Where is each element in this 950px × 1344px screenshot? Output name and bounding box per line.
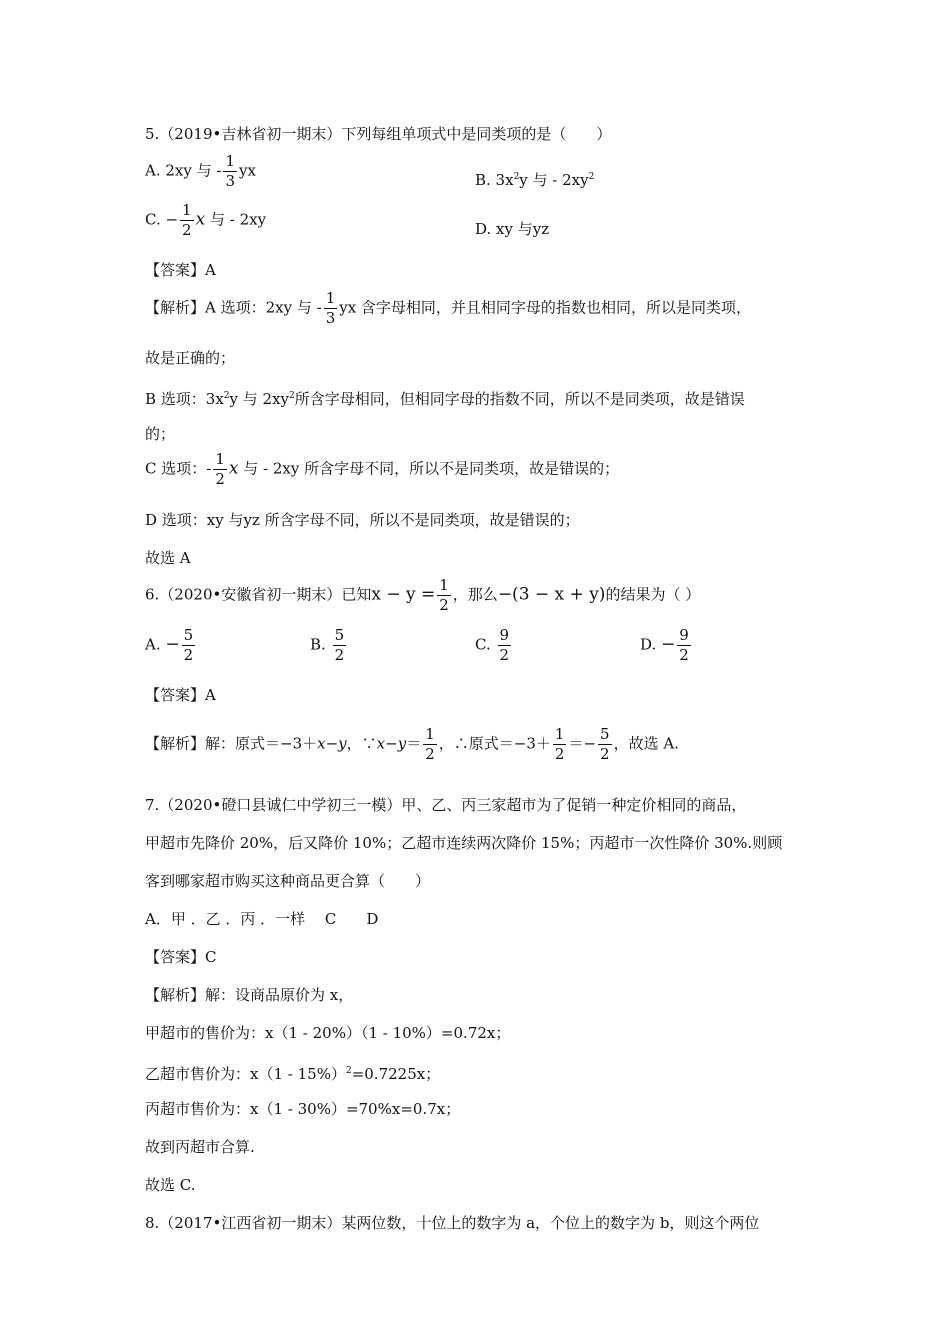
q7-stem-line1: 7.（2020•磴口县诚仁中学初三一模）甲、乙、丙三家超市为了促销一种定价相同的商品， [145, 796, 747, 814]
q7-choice: 故选 C. [145, 1176, 196, 1194]
q5-explanation-b: B 选项：$3x^2y$ 与 $2xy^2$所含字母相同，但相同字母的指数不同，所以不是同类项，故是错误 [145, 390, 745, 408]
q6-explanation: 【解析】解：原式＝−3＋x−y，∵x−y＝ $\frac{1}{2}$ ，∴原式＝−3＋ $\frac{1}{2}$ ＝− $\frac{5}{2}$ ，故选 A. [145, 725, 679, 763]
fraction: $\frac{9}{2}$ [499, 626, 510, 664]
q5-option-b: B. $3x^2y$ 与 - $2xy^2$ [475, 171, 595, 189]
q6-option-c: C. $\frac{9}{2}$ [475, 626, 510, 664]
q5-stem: 5.（2019•吉林省初一期末）下列每组单项式中是同类项的是（ ） [145, 125, 612, 143]
fraction: $\frac{5}{2}$ [600, 725, 610, 763]
q7-explanation-yi: 乙超市售价为：x（1 - 15%）$^2$=0.7225x； [145, 1065, 441, 1083]
q7-explanation-jia: 甲超市的售价为：x（1 - 20%）（1 - 10%）=0.72x； [145, 1024, 511, 1042]
fraction: $\frac{9}{2}$ [679, 626, 689, 664]
q5-option-d: D. xy 与yz [475, 220, 550, 238]
fraction: $\frac{5}{2}$ [183, 626, 194, 664]
q6-stem: 6.（2020•安徽省初一期末）已知x − y = $\frac{1}{2}$ ，那么−(3 − x + y)的结果为（ ） [145, 576, 701, 614]
q6-option-b: B. $\frac{5}{2}$ [310, 626, 345, 664]
fraction: $\frac{1}{2}$ [425, 725, 435, 763]
q7-explanation-bing: 丙超市售价为：x（1 - 30%）=70%x=0.7x； [145, 1100, 461, 1118]
q7-answer: 【答案】C [145, 948, 217, 966]
q6-option-a: A. − $\frac{5}{2}$ [145, 626, 194, 664]
fraction: $\frac{1}{2}$ [439, 576, 449, 614]
q7-options: A．甲 ．乙 ．丙 ．一样 C D [145, 910, 379, 928]
fraction: $\frac{1}{2}$ [182, 201, 192, 239]
fraction: $\frac{1}{3}$ [325, 289, 336, 327]
fraction: $\frac{1}{2}$ [215, 450, 225, 488]
q5-explanation-conclusion: 故选 A [145, 549, 191, 567]
q5-explanation-b-cont: 的； [145, 425, 176, 443]
q7-explanation: 【解析】解：设商品原价为 x， [145, 986, 354, 1004]
fraction: $\frac{1}{3}$ [225, 152, 235, 190]
q5-explanation-d: D 选项：xy 与yz 所含字母不同，所以不是同类项，故是错误的； [145, 511, 580, 529]
q7-explanation-conclusion: 故到丙超市合算. [145, 1138, 255, 1156]
fraction: $\frac{5}{2}$ [334, 626, 345, 664]
q5-explanation-a: 【解析】A 选项：2xy 与 - $\frac{1}{3}$ yx 含字母相同，并且相同字母的指数也相同，所以是同类项， [145, 289, 751, 327]
q8-stem: 8.（2017•江西省初一期末）某两位数，十位上的数字为 a，个位上的数字为 b，则这个两位 [145, 1214, 760, 1232]
q7-stem-line3: 客到哪家超市购买这种商品更合算（ ） [145, 872, 431, 890]
q5-answer: 【答案】A [145, 261, 216, 279]
fraction: $\frac{1}{2}$ [554, 725, 565, 763]
q7-stem-line2: 甲超市先降价 20%，后又降价 10%；乙超市连续两次降价 15%；丙超市一次性降价 30%.则顾 [145, 834, 783, 852]
q5-explanation-c: C 选项：- $\frac{1}{2}$ x 与 - 2xy 所含字母不同，所以不是同类项，故是错误的； [145, 450, 620, 488]
q6-answer: 【答案】A [145, 686, 216, 704]
q5-option-c: C. − $\frac{1}{2}$ x 与 - 2xy [145, 201, 267, 239]
q5-option-a: A. 2xy 与 - $\frac{1}{3}$ yx [145, 152, 256, 190]
q5-explanation-a-cont: 故是正确的； [145, 349, 236, 367]
q6-option-d: D. − $\frac{9}{2}$ [640, 626, 689, 664]
